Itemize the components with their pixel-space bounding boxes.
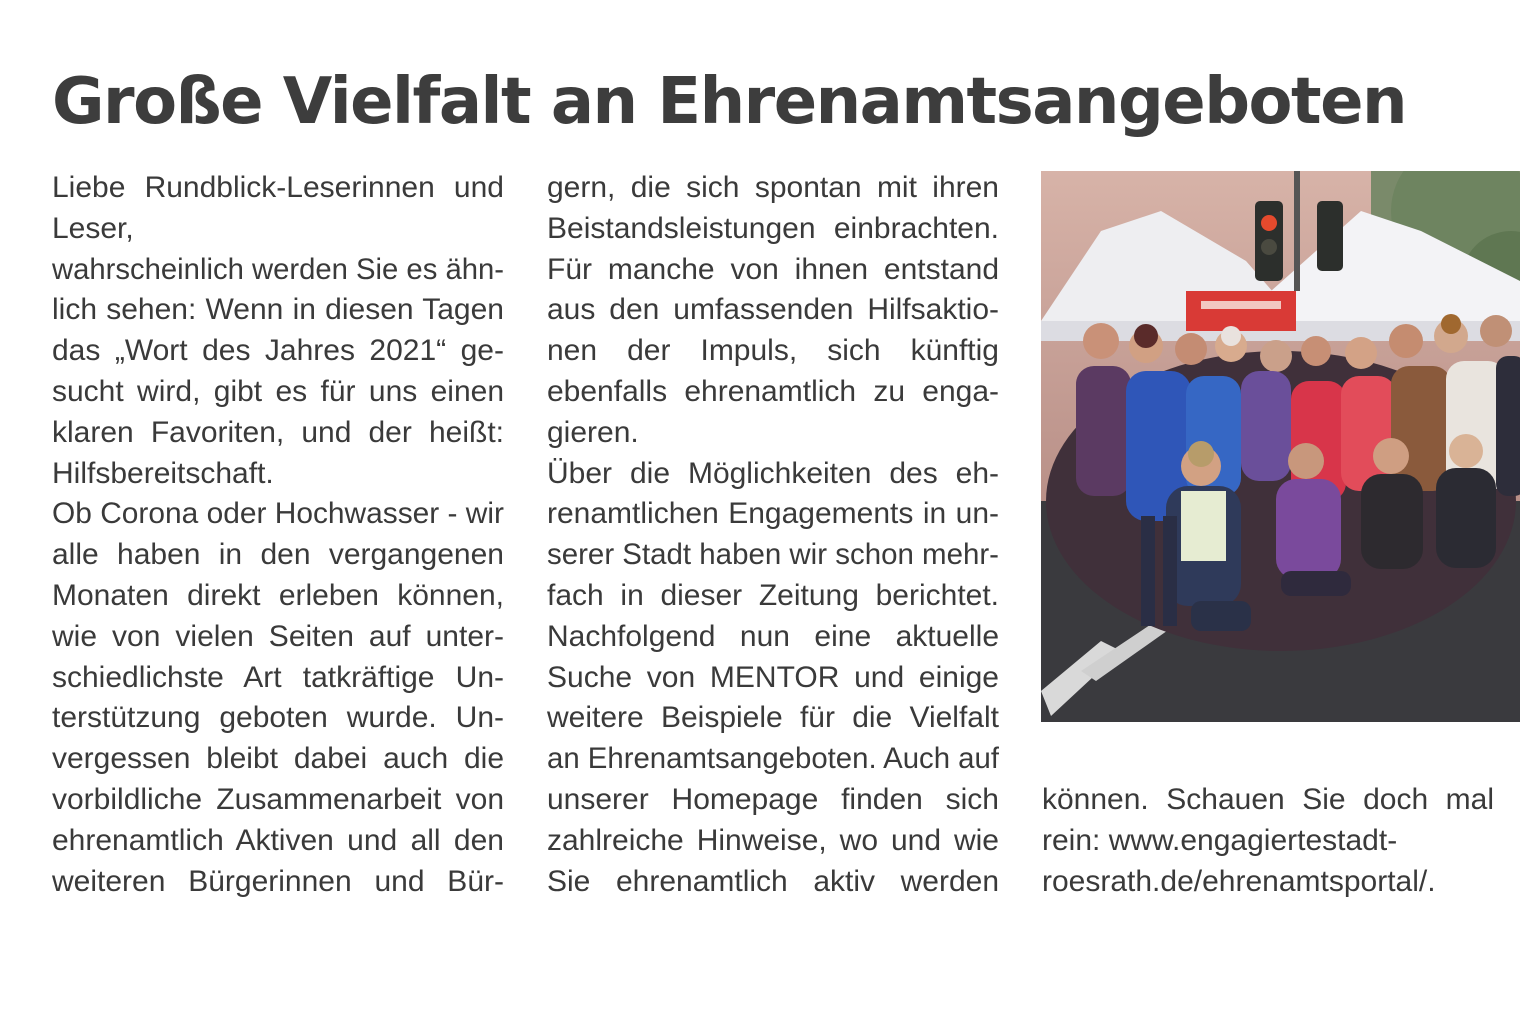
article-column-1 (52, 168, 504, 902)
text-line: alle haben in den vergangenen (52, 538, 504, 572)
text-line: lich sehen: Wenn in diesen Tagen (52, 293, 504, 327)
text-line: Sie ehrenamtlich aktiv werden (547, 864, 999, 898)
text-line: rein: www.engagiertestadt- (1042, 823, 1398, 857)
group-photo-image (1041, 171, 1520, 722)
text-line: sucht wird, gibt es für uns einen (52, 374, 504, 408)
article-column-3 (1042, 780, 1494, 902)
text-line: weitere Beispiele für die Vielfalt (547, 701, 999, 735)
group-photo (1041, 171, 1520, 722)
text-line: Hilfsbereitschaft. (52, 456, 274, 490)
text-line: schiedlichste Art tatkräftige Un- (52, 660, 504, 694)
text-line: klaren Favoriten, und der heißt: (52, 415, 504, 449)
article-column-2 (547, 168, 999, 902)
text-line: gieren. (547, 415, 639, 449)
text-line: serer Stadt haben wir schon mehr- (547, 538, 999, 572)
text-line: Leser, (52, 211, 134, 245)
text-line: ehrenamtlich Aktiven und all den (52, 823, 504, 857)
text-line: Ob Corona oder Hochwasser - wir (52, 497, 504, 531)
photo-banner (1186, 291, 1296, 331)
text-line: nen der Impuls, sich künftig (547, 334, 999, 368)
text-line: fach in dieser Zeitung berichtet. (547, 578, 999, 612)
text-line: Über die Möglichkeiten des eh- (547, 456, 999, 490)
text-line: roesrath.de/ehrenamtsportal/. (1042, 864, 1436, 898)
text-line: weiteren Bürgerinnen und Bür- (52, 864, 504, 898)
text-line: ebenfalls ehrenamtlich zu enga- (547, 374, 999, 408)
text-line: Liebe Rundblick-Leserinnen und (52, 171, 504, 204)
text-line: aus den umfassenden Hilfsaktio- (547, 293, 999, 327)
text-line: zahlreiche Hinweise, wo und wie (547, 823, 999, 857)
text-line: gern, die sich spontan mit ihren (547, 171, 999, 204)
text-line: renamtlichen Engagements in un- (547, 497, 999, 531)
text-line: können. Schauen Sie doch mal (1042, 783, 1494, 816)
text-line: Nachfolgend nun eine aktuelle (547, 619, 999, 653)
text-line: das „Wort des Jahres 2021“ ge- (52, 334, 504, 368)
text-line: wie von vielen Seiten auf unter- (52, 619, 504, 653)
text-line: wahrscheinlich werden Sie es ähn- (52, 252, 504, 286)
text-line: vergessen bleibt dabei auch die (52, 742, 504, 776)
text-line: vorbildliche Zusammenarbeit von (52, 782, 504, 816)
text-line: an Ehrenamtsangeboten. Auch auf (547, 742, 999, 776)
text-line: Für manche von ihnen entstand (547, 252, 999, 286)
text-line: terstützung geboten wurde. Un- (52, 701, 504, 735)
article-headline: Große Vielfalt an Ehrenamtsangeboten (52, 65, 1407, 139)
text-line: Suche von MENTOR und einige (547, 660, 999, 694)
text-line: Beistandsleistungen einbrachten. (547, 211, 999, 245)
text-line: Monaten direkt erleben können, (52, 578, 504, 612)
text-line: unserer Homepage finden sich (547, 782, 999, 816)
